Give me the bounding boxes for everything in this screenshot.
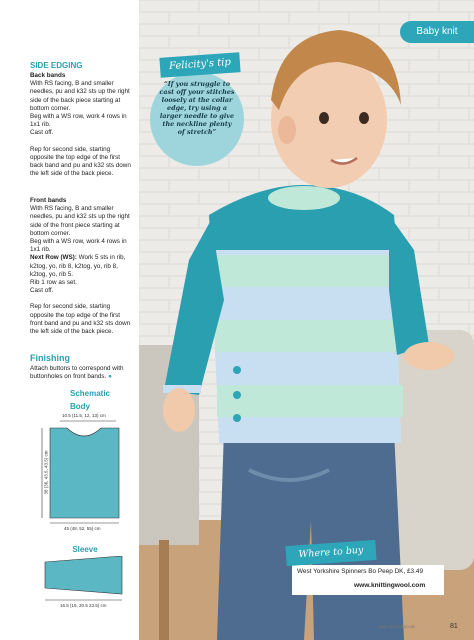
front-bands-title: Front bands <box>30 197 67 204</box>
tip-text: “If you struggle to cast off your stitches loosely at the collar edge, try using a larger needle to give the neckline plenty of stretch” <box>159 80 235 136</box>
footer-web: www.letsknit.co.uk <box>378 624 415 629</box>
body-top-measure: 10.5 (11.5, 12, 13) cm <box>62 413 106 418</box>
body-title: Body <box>70 402 90 411</box>
sleeve-bottom-measure: 16.5 (19, 20.5 23.5) cm <box>60 603 107 608</box>
back-bands-section <box>30 72 134 178</box>
page-number: 81 <box>450 623 458 630</box>
tip-title: Felicity's tip <box>159 52 240 78</box>
back-bands-p2: Beg with a WS row, work 4 rows in 1x1 rib. <box>30 113 127 129</box>
front-bands-p2: Beg with a WS row, work 4 rows in 1x1 rib. <box>30 238 127 254</box>
front-bands-p6: Rep for second side, starting opposite the top edge of the first front band and pu and k32 sts down the left side of the back piece. <box>30 303 131 336</box>
body-side-measure: 38 (36, 43.5, 43.5) cm <box>43 450 49 495</box>
front-bands-p4: Rib 1 row as set. <box>30 279 77 287</box>
front-bands-p1: With RS facing, B and smaller needles, pu and k32 sts up the right side of the front piece starting at bottom corner. <box>30 205 130 237</box>
finishing-text-block <box>30 365 134 381</box>
next-row-text: Work 5 sts in rib, k2tog, yo, rib 8, k2tog, yo, rib 8, k2tog, yo, rib 5. <box>30 254 126 278</box>
where-to-buy-website[interactable]: www.knittingwool.com <box>354 582 426 589</box>
front-bands-p5: Cast off. <box>30 287 54 295</box>
next-row-label: Next Row (WS): <box>30 254 77 262</box>
back-bands-title: Back bands <box>30 72 66 79</box>
where-to-buy-title: Where to buy <box>285 540 376 566</box>
schematic-title: Schematic <box>69 389 111 398</box>
end-mark-icon: ● <box>108 373 112 381</box>
finishing-title: Finishing <box>30 353 70 363</box>
side-edging-title: SIDE EDGING <box>30 61 83 70</box>
back-bands-p3: Cast off. <box>30 129 54 137</box>
back-bands-p4: Rep for second side, starting opposite the top edge of the first back band and pu and k32 sts down the left side of the back piece. <box>30 145 131 178</box>
front-bands-next-row <box>30 254 134 279</box>
sleeve-title: Sleeve <box>72 545 98 554</box>
section-badge: Baby knit <box>400 21 474 43</box>
body-bottom-measure: 45 (48, 52, 55) cm <box>64 526 101 531</box>
finishing-text: Attach buttons to correspond with buttonholes on front bands. <box>30 365 124 381</box>
front-bands-section <box>30 197 134 336</box>
back-bands-p1: With RS facing, B and smaller needles, pu and k32 sts up the right side of the back piece starting at bottom corner. <box>30 80 130 112</box>
where-to-buy-product: West Yorkshire Spinners Bo Peep DK, £3.49 <box>297 568 423 575</box>
